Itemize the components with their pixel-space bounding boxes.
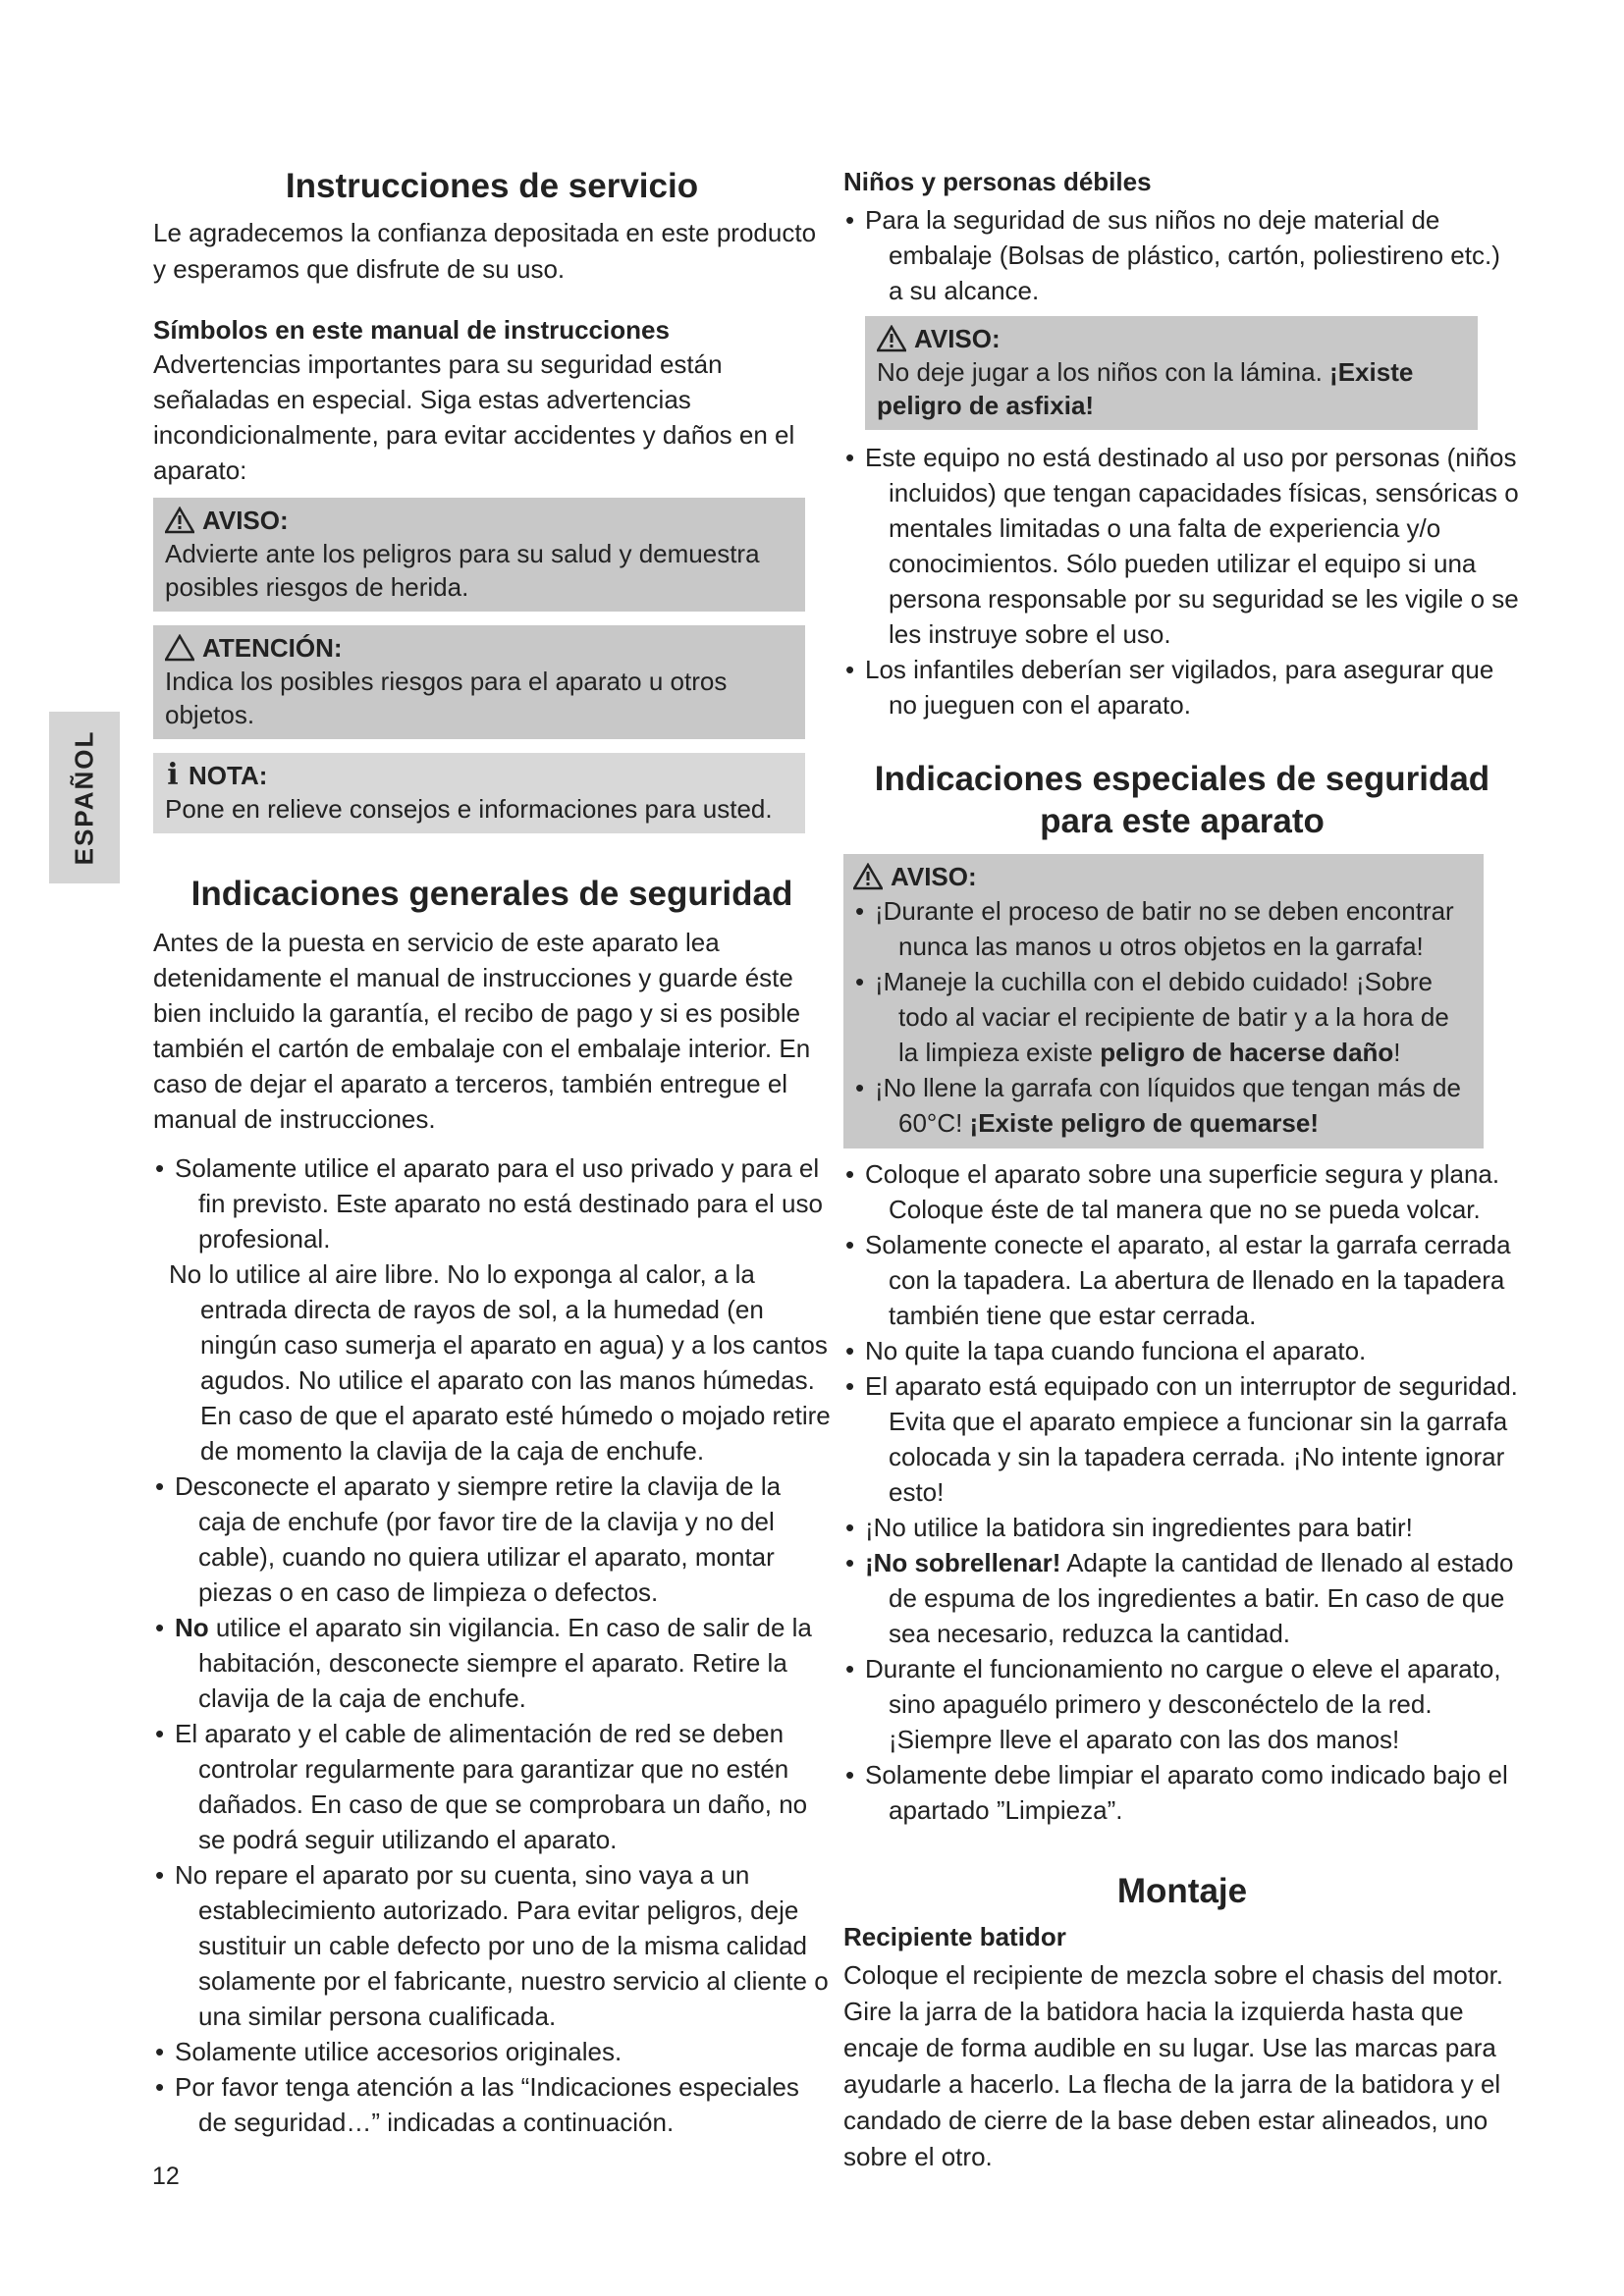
general-safety-list xyxy=(153,1150,831,1256)
list-item: • ¡No sobrellenar! Adapte la cantidad de llenado al estado de espuma de los ingredientes a batir. En caso de que sea necesario, reduzca la cantidad. xyxy=(843,1545,1521,1651)
list-item: • No repare el aparato por su cuenta, sino vaya a un establecimiento autorizado. Para evitar peligros, deje sustituir un cable defecto por uno de la misma calidad solamente por el fabricante, nuestro servicio al cliente o una similar persona cualificada. xyxy=(153,1857,831,2034)
list-item: • ¡No utilice la batidora sin ingredientes para batir! xyxy=(843,1510,1521,1545)
nota-title: NOTA: xyxy=(189,761,268,790)
special-aviso-title: AVISO: xyxy=(891,862,977,891)
symbols-text: Advertencias importantes para su seguridad están señaladas en especial. Siga estas advertencias incondicionalmente, para evitar accidentes y daños en el aparato: xyxy=(153,349,795,485)
nota-text: Pone en relieve consejos e informaciones para usted. xyxy=(165,794,773,824)
list-item: • Los infantiles deberían ser vigilados, para asegurar que no jueguen con el aparato. xyxy=(843,652,1521,722)
kids-aviso-box xyxy=(865,316,1478,430)
list-item: • Coloque el aparato sobre una superficie segura y plana. Coloque éste de tal manera que no se pueda volcar. xyxy=(843,1156,1521,1227)
montaje-title: Montaje xyxy=(1116,1872,1248,1910)
language-label: ESPAÑOL xyxy=(69,729,99,866)
list-item-continuation: No lo utilice al aire libre. No lo exponga al calor, a la entrada directa de rayos de sol, a la humedad (en ningún caso sumerja el aparato en agua) y a los cantos agudos. No utilice el aparato con las manos húmedas. En caso de que el aparato esté húmedo o mojado retire de momento la clavija de la caja de enchufe. xyxy=(169,1259,831,1466)
special-aviso-box xyxy=(843,854,1484,1148)
intro-text: Le agradecemos la confianza depositada en este producto y esperamos que disfrute de su uso. xyxy=(153,218,817,284)
page-number: 12 xyxy=(152,2163,180,2190)
nota-title-row xyxy=(165,759,793,792)
atencion-title: ATENCIÓN: xyxy=(202,633,343,663)
general-safety-intro: Antes de la puesta en servicio de este aparato lea detenidamente el manual de instrucciones y guarde éste bien incluido la garantía, el recibo de pago y si es posible también el cartón de embalaje con el embalaje interior. En caso de dejar el aparato a terceros, también entregue el manual de instrucciones. xyxy=(153,928,811,1134)
atencion-title-row xyxy=(165,631,793,665)
kids-aviso-text: No deje jugar a los niños con la lámina. ¡Existe peligro de asfixia! xyxy=(877,357,1414,420)
general-safety-list-2 xyxy=(153,1468,831,2140)
general-safety-title: Indicaciones generales de seguridad xyxy=(190,875,793,913)
kids-heading: Niños y personas débiles xyxy=(843,167,1152,196)
warning-icon xyxy=(877,325,906,352)
kids-list-2 xyxy=(843,440,1521,722)
kids-aviso-title-row xyxy=(877,322,1466,355)
aviso-title-row xyxy=(165,504,793,537)
list-item: • El aparato está equipado con un interruptor de seguridad. Evita que el aparato empiece a funcionar sin la garrafa colocada y sin la tapadera cerrada. ¡No intente ignorar esto! xyxy=(843,1368,1521,1510)
special-aviso-list xyxy=(853,893,1472,1141)
recipiente-text: Coloque el recipiente de mezcla sobre el chasis del motor. Gire la jarra de la batidora hacia la izquierda hasta que encaje de forma audible en su lugar. Use las marcas para ayudarle a hacerlo. La flecha de la jarra de la batidora y el candado de cierre de la base deben estar alineados, uno sobre el otro. xyxy=(843,1960,1504,2171)
list-item: • Desconecte el aparato y siempre retire la clavija de la caja de enchufe (por favor tire de la clavija y no del cable), cuando no quiera utilizar el aparato, montar piezas o en caso de limpieza o defectos. xyxy=(153,1468,831,1610)
list-item: • ¡Maneje la cuchilla con el debido cuidado! ¡Sobre todo al vaciar el recipiente de batir y a la hora de la limpieza existe peligro de hacerse daño! xyxy=(853,964,1472,1070)
language-side-tab xyxy=(49,712,120,883)
warning-icon xyxy=(853,863,883,890)
left-column xyxy=(153,165,831,2140)
list-item: • El aparato y el cable de alimentación de red se deben controlar regularmente para garantizar que no estén dañados. En caso de que se comprobara un daño, no se podrá seguir utilizando el aparato. xyxy=(153,1716,831,1857)
special-aviso-title-row xyxy=(853,860,1472,893)
nota-box xyxy=(153,753,805,833)
warning-icon xyxy=(165,507,194,534)
symbols-heading: Símbolos en este manual de instrucciones xyxy=(153,315,670,345)
list-item: • ¡No llene la garrafa con líquidos que tengan más de 60°C! ¡Existe peligro de quemarse! xyxy=(853,1070,1472,1141)
kids-aviso-title: AVISO: xyxy=(914,324,1001,353)
list-item: • Durante el funcionamiento no cargue o eleve el aparato, sino apaguélo primero y desconéctelo de la red. ¡Siempre lleve el aparato con las dos manos! xyxy=(843,1651,1521,1757)
page-title: Instrucciones de servicio xyxy=(285,167,699,205)
special-safety-list xyxy=(843,1156,1521,1828)
list-item: • ¡Durante el proceso de batir no se deben encontrar nunca las manos u otros objetos en la garrafa! xyxy=(853,893,1472,964)
right-column xyxy=(843,165,1521,1828)
aviso-title: AVISO: xyxy=(202,506,289,535)
list-item: • Solamente conecte el aparato, al estar la garrafa cerrada con la tapadera. La abertura de llenado en la tapadera también tiene que estar cerrada. xyxy=(843,1227,1521,1333)
aviso-text: Advierte ante los peligros para su salud y demuestra posibles riesgos de herida. xyxy=(165,539,760,602)
aviso-box xyxy=(153,498,805,612)
list-item: • Para la seguridad de sus niños no deje material de embalaje (Bolsas de plástico, cartón, poliestireno etc.) a su alcance. xyxy=(843,202,1521,308)
list-item: • Este equipo no está destinado al uso por personas (niños incluidos) que tengan capacidades físicas, sensóricas o mentales limitadas o una falta de experiencia y/o conocimientos. Sólo pueden utilizar el equipo si una persona responsable por su seguridad se les vigile o se les instruye sobre el uso. xyxy=(843,440,1521,652)
right-column-bottom xyxy=(843,1870,1521,2175)
kids-list xyxy=(843,202,1521,308)
list-item: • Solamente utilice accesorios originales. xyxy=(153,2034,831,2069)
list-item: • No utilice el aparato sin vigilancia. En caso de salir de la habitación, desconecte siempre el aparato. Retire la clavija de la caja de enchufe. xyxy=(153,1610,831,1716)
atencion-box xyxy=(153,625,805,739)
caution-triangle-icon xyxy=(165,634,194,662)
list-item: • No quite la tapa cuando funciona el aparato. xyxy=(843,1333,1521,1368)
special-safety-title-2: para este aparato xyxy=(1040,802,1325,840)
list-item: • Por favor tenga atención a las “Indicaciones especiales de seguridad…” indicadas a continuación. xyxy=(153,2069,831,2140)
list-item: • Solamente debe limpiar el aparato como indicado bajo el apartado ”Limpieza”. xyxy=(843,1757,1521,1828)
recipiente-heading: Recipiente batidor xyxy=(843,1922,1066,1951)
info-icon: i xyxy=(167,758,179,792)
special-safety-title-1: Indicaciones especiales de seguridad xyxy=(874,760,1490,798)
list-item: • Solamente utilice el aparato para el uso privado y para el fin previsto. Este aparato no está destinado para el uso profesional. xyxy=(153,1150,831,1256)
atencion-text: Indica los posibles riesgos para el aparato u otros objetos. xyxy=(165,667,728,729)
